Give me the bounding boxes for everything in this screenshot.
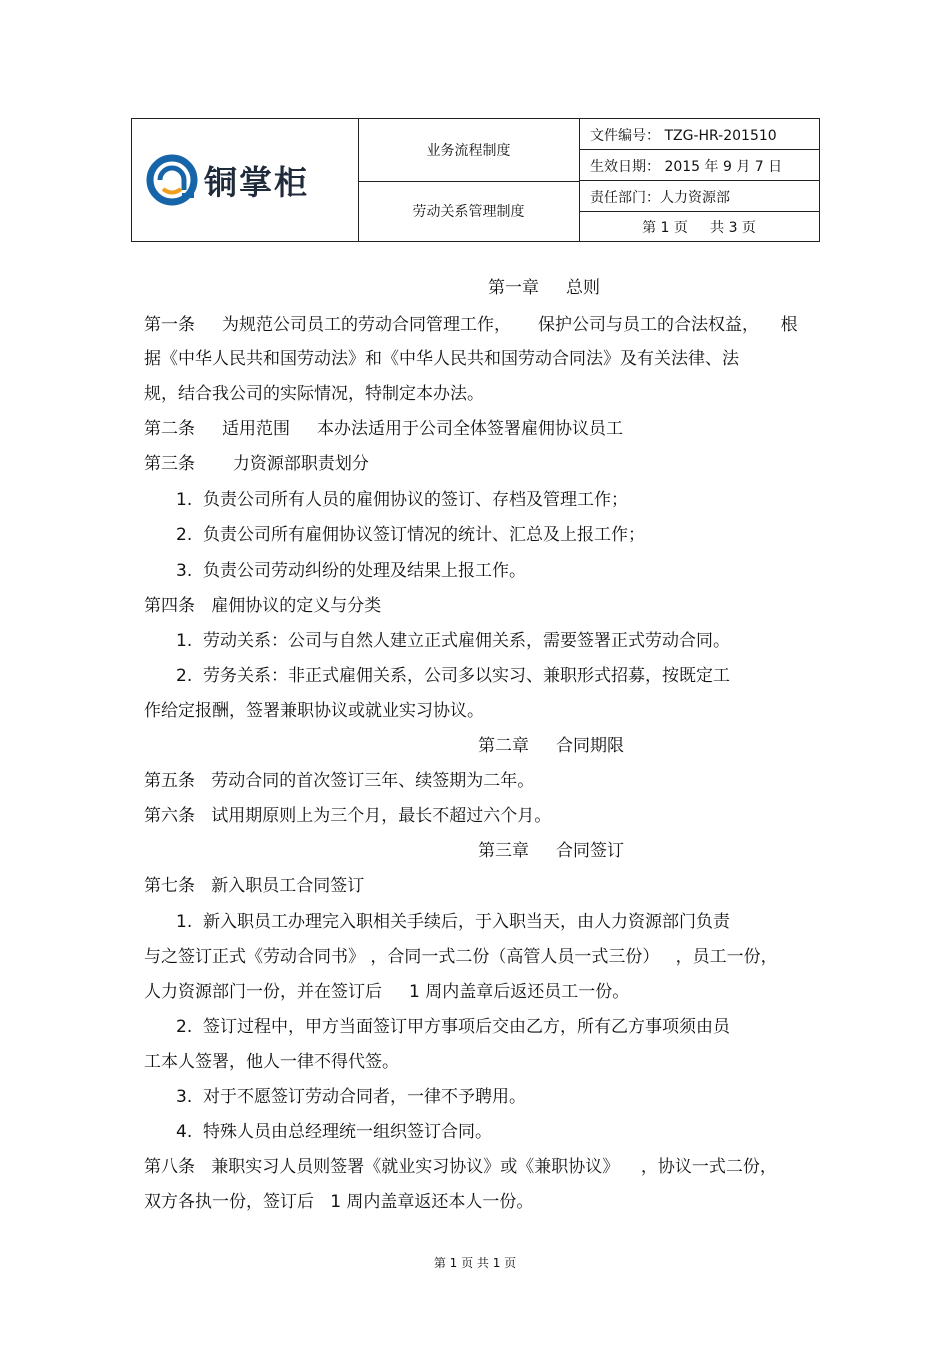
responsible-department: 责任部门：人力资源部 (590, 190, 730, 206)
divider (579, 180, 819, 181)
list-item: 3. 对于不愿签订劳动合同者，一律不予聘用。 (176, 1087, 527, 1107)
effective-date: 生效日期： 2015 年 9 月 7 日 (590, 159, 783, 175)
list-item: 2. 签订过程中，甲方当面签订甲方事项后交由乙方，所有乙方事项须由员 (176, 1017, 731, 1037)
paragraph-line: 规，结合我公司的实际情况，特制定本办法。 (144, 384, 484, 404)
divider (579, 149, 819, 150)
chapter-heading: 第一章 总则 (488, 278, 601, 298)
paragraph-line: 作给定报酬，签署兼职协议或就业实习协议。 (144, 701, 484, 721)
page-info: 第 1 页 共 3 页 (642, 219, 756, 236)
paragraph-line: 第四条 雇佣协议的定义与分类 (144, 596, 382, 616)
paragraph-line: 第二条 适用范围 本办法适用于公司全体签署雇佣协议员工 (144, 419, 624, 439)
company-logo (146, 149, 346, 211)
doc-category: 业务流程制度 (426, 143, 511, 159)
paragraph-line: 第一条 为规范公司员工的劳动合同管理工作， 保护公司与员工的合法权益， 根 (144, 315, 798, 335)
chapter-heading: 第三章 合同签订 (478, 841, 625, 861)
paragraph-line: 人力资源部门一份，并在签订后 1 周内盖章后返还员工一份。 (144, 982, 630, 1002)
logo-text: 铜掌柜 (204, 163, 309, 202)
paragraph-line: 第三条 力资源部职责划分 (144, 454, 369, 474)
paragraph-line: 第五条 劳动合同的首次签订三年、续签期为二年。 (144, 771, 535, 791)
list-item: 2. 劳务关系：非正式雇佣关系，公司多以实习、兼职形式招募，按既定工 (176, 666, 731, 686)
page-footer: 第 1 页 共 1 页 (433, 1256, 517, 1270)
list-item: 1. 新入职员工办理完入职相关手续后，于入职当天，由人力资源部门负责 (176, 912, 731, 932)
chapter-heading: 第二章 合同期限 (478, 736, 625, 756)
list-item: 2. 负责公司所有雇佣协议签订情况的统计、汇总及上报工作； (176, 525, 646, 545)
list-item: 3. 负责公司劳动纠纷的处理及结果上报工作。 (176, 561, 527, 581)
paragraph-line: 与之签订正式《劳动合同书》 ，合同一式二份（高管人员一式三份） ，员工一份， (144, 947, 778, 967)
paragraph-line: 据《中华人民共和国劳动法》和《中华人民共和国劳动合同法》及有关法律、法 (144, 349, 739, 369)
paragraph-line: 双方各执一份，签订后 1 周内盖章返还本人一份。 (144, 1192, 534, 1212)
doc-title: 劳动关系管理制度 (412, 204, 525, 220)
at-sign-logo-icon (146, 149, 198, 211)
paragraph-line: 第六条 试用期原则上为三个月，最长不超过六个月。 (144, 806, 552, 826)
paragraph-line: 工本人签署，他人一律不得代签。 (144, 1052, 399, 1072)
file-number: 文件编号： TZG-HR-201510 (590, 128, 777, 144)
list-item: 4. 特殊人员由总经理统一组织签订合同。 (176, 1122, 493, 1142)
paragraph-line: 第八条 兼职实习人员则签署《就业实习协议》或《兼职协议》 ，协议一式二份， (144, 1157, 777, 1177)
list-item: 1. 劳动关系：公司与自然人建立正式雇佣关系，需要签署正式劳动合同。 (176, 631, 731, 651)
header-table (131, 118, 820, 242)
paragraph-line: 第七条 新入职员工合同签订 (144, 876, 365, 896)
list-item: 1. 负责公司所有人员的雇佣协议的签订、存档及管理工作； (176, 490, 629, 510)
